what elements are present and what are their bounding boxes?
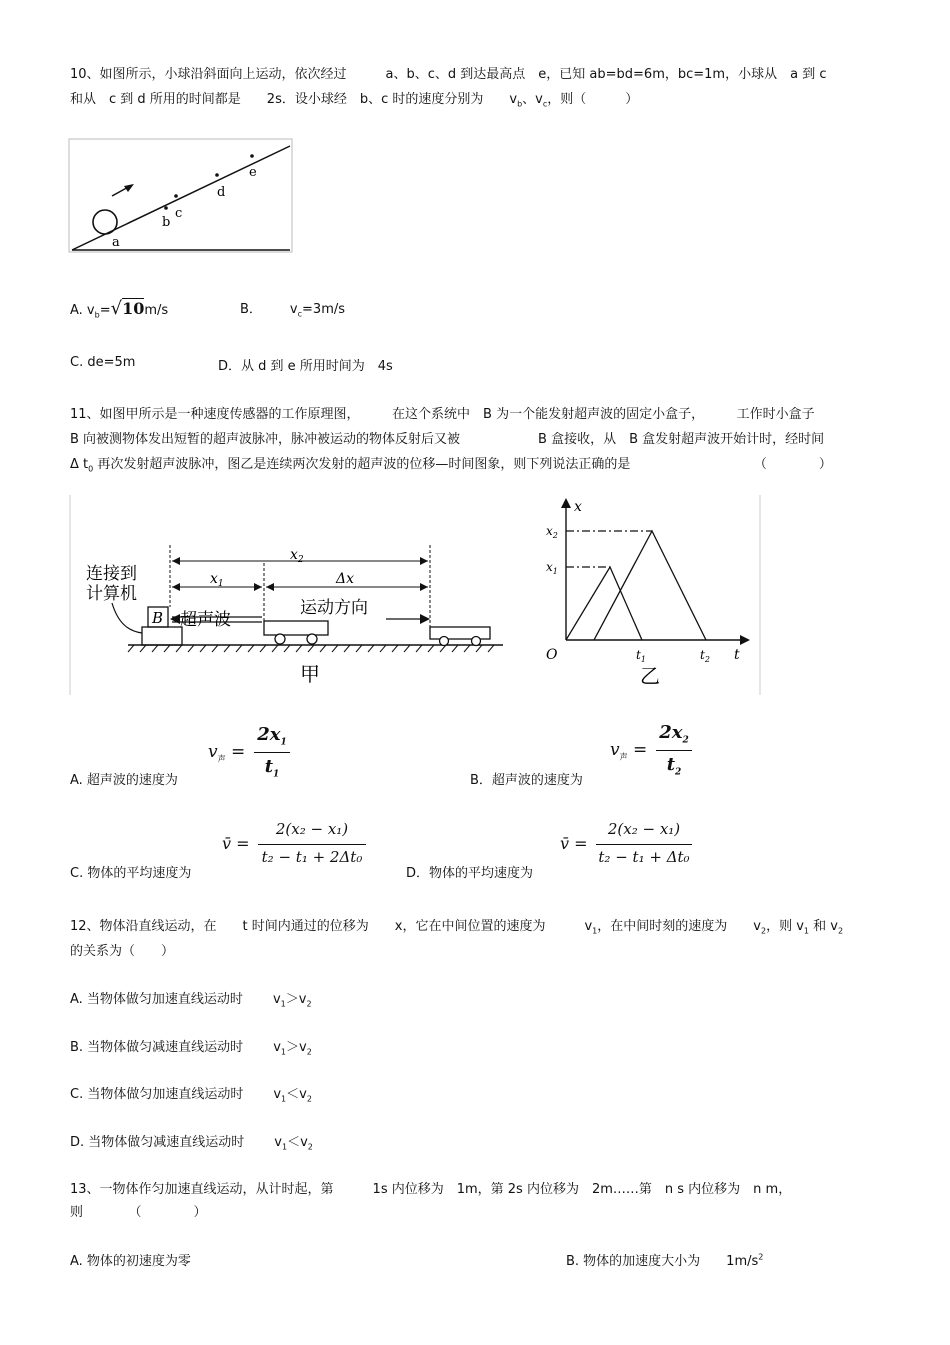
- optB-v: v: [610, 740, 620, 760]
- q10-option-d: D．从 d 到 e 所用时间为 4s: [218, 359, 393, 374]
- optA-num-sub: 1: [280, 737, 287, 748]
- q12-line2: 的关系为（ ）: [70, 944, 175, 959]
- q10-line2-text: 和从 c 到 d 所用的时间都是 2s．设小球经 b、c 时的速度分别为 v: [70, 92, 518, 107]
- q10-line2-tail: ，则（ ）: [547, 92, 639, 107]
- q11-optD-formula: v̄ = 2(x₂ − x₁) t₂ − t₁ + Δt₀: [560, 818, 700, 878]
- fig-jia-wave-label: 超声波: [180, 610, 231, 630]
- q10-optB-v: v: [289, 302, 298, 317]
- q11-line3-rest: 再次发射超声波脉冲，图乙是连续两次发射的超声波的位移—时间图象，则下列说法正确的是 （ ）: [93, 457, 832, 472]
- q11-figure-jia: [68, 495, 508, 695]
- q12-optC-label: C. 当物体做匀加速直线运动时: [70, 1087, 244, 1102]
- q11-line3: [70, 453, 832, 474]
- fig-yi-yaxis: x: [574, 499, 582, 515]
- q12-optC-v: v: [273, 1087, 282, 1102]
- q13-option-b: [566, 1250, 763, 1269]
- q12-optD-label: D. 当物体做匀减速直线运动时: [70, 1135, 245, 1150]
- optA-vsub: 声: [217, 754, 226, 764]
- fig-yi-t1: $t_1$: [636, 648, 646, 664]
- fig10-label-c: c: [175, 206, 183, 221]
- q12-sub3: 1: [803, 926, 809, 936]
- q11-option-b: B．超声波的速度为: [470, 773, 583, 788]
- q11-option-c: C. 物体的平均速度为: [70, 866, 192, 881]
- q10-optA-prefix: A. v: [70, 303, 95, 318]
- q10-option-a: [70, 298, 168, 320]
- q12-line1-mid: ，在中间时刻的速度为 v: [597, 919, 761, 934]
- q12-optA-label: A. 当物体做匀加速直线运动时: [70, 992, 243, 1007]
- q13-optB-text: B. 物体的加速度大小为 1m/s: [566, 1254, 759, 1269]
- q12-optC-s2: 2: [306, 1094, 312, 1104]
- optA-den-sub: 1: [273, 769, 280, 780]
- q12-optD-s1: 1: [281, 1142, 288, 1152]
- q11-line3-sub: 0: [88, 464, 94, 474]
- optB-den: t: [666, 754, 676, 775]
- q12-optA-s1: 1: [280, 999, 286, 1009]
- q12-sub2: 2: [760, 926, 767, 936]
- fig10-label-e: e: [249, 165, 257, 180]
- q10-sub-c: c: [542, 99, 548, 109]
- fig-yi-t2: $t_2$: [700, 648, 710, 664]
- q11-line1: 11、如图甲所示是一种速度传感器的工作原理图， 在这个系统中 B 为一个能发射超声波的固定小盒子， 工作时小盒子: [70, 407, 815, 422]
- q11-line2: B 向被测物体发出短暂的超声波脉冲，脉冲被运动的物体反射后又被 B 盒接收，从 B 盒发射超声波开始计时，经时间: [70, 432, 825, 447]
- q12-optB-label: B. 当物体做匀减速直线运动时: [70, 1040, 244, 1055]
- optB-vsub: 声: [619, 752, 628, 762]
- q10-optA-unit: m/s: [144, 303, 169, 318]
- q12-optD-v: v: [274, 1135, 282, 1150]
- sqrt-symbol: √: [110, 298, 123, 319]
- fig-jia-caption: 甲: [300, 662, 320, 686]
- q13-line1: 13、一物体作匀加速直线运动，从计时起，第 1s 内位移为 1m，第 2s 内位移为 2m……第 n s 内位移为 n m，: [70, 1182, 792, 1197]
- q12-optB-s1: 1: [280, 1047, 286, 1057]
- q10-option-b: [240, 298, 345, 319]
- q10-sub-b: b: [517, 99, 523, 109]
- q11-option-a: A. 超声波的速度为: [70, 773, 178, 788]
- optC-num: 2(x₂ − x₁): [275, 820, 349, 838]
- q10-optB-sub: c: [297, 309, 303, 319]
- q12-sub4: 2: [837, 926, 844, 936]
- q12-optA-s2: 2: [306, 999, 312, 1009]
- q12-optA-v: v: [272, 992, 281, 1007]
- q12-sub1: 1: [592, 926, 598, 936]
- q13-option-a: A. 物体的初速度为零: [70, 1254, 191, 1269]
- q10-optB-label: B．: [240, 302, 262, 317]
- q10-optA-sub: b: [94, 310, 100, 320]
- fig10-label-a: a: [112, 235, 120, 250]
- q12-optB-v: v: [273, 1040, 281, 1055]
- q12-optD-s2: 2: [307, 1142, 313, 1152]
- q12-optA-op: ＞v: [285, 992, 307, 1007]
- q10-line2: 和从 c 到 d 所用的时间都是 2s．设小球经 b、c 时的速度分别为 $v_b$、$v_c$，则（ ）: [70, 92, 639, 109]
- q11-optA-formula: $v_声$ = $2x_1$ $t_1$: [208, 722, 298, 782]
- q12-optC-s1: 1: [281, 1094, 287, 1104]
- q10-option-c: C. de=5m: [70, 355, 136, 370]
- q11-optB-formula: $v_声$ = $2x_2$ $t_2$: [610, 720, 700, 780]
- q10-incline-figure: [68, 138, 294, 254]
- optC-den: t₂ − t₁ + 2Δt₀: [261, 848, 363, 866]
- q12-optC-op: ＜v: [286, 1087, 307, 1102]
- fig10-label-b: b: [162, 215, 171, 230]
- q12-optD-op: ＜v: [287, 1135, 308, 1150]
- q12-line1-tail: ，则 v: [766, 919, 804, 934]
- fig-jia-dx: Δx: [336, 571, 355, 587]
- q10-optA-eq: =: [99, 303, 111, 318]
- optB-num-sub: 2: [682, 735, 689, 746]
- fig10-label-d: d: [217, 185, 226, 200]
- optD-num: 2(x₂ − x₁): [607, 820, 681, 838]
- optB-num: 2x: [659, 722, 683, 743]
- q10-line1: 10、如图所示，小球沿斜面向上运动，依次经过 a、b、c、d 到达最高点 e，已知 ab=bd=6m，bc=1m，小球从 a 到 c: [70, 67, 827, 82]
- q13-line2: 则 （ ）: [70, 1205, 207, 1220]
- q13-optB-sup: 2: [758, 1252, 764, 1262]
- q12-optB-s2: 2: [306, 1047, 312, 1057]
- q12-optB-op: ＞v: [285, 1040, 307, 1055]
- q12-line1-a: 12、物体沿直线运动，在 t 时间内通过的位移为 x，它在中间位置的速度为 v: [70, 919, 593, 934]
- fig-yi-xaxis: t: [734, 647, 740, 663]
- optA-v: v: [208, 742, 218, 762]
- fig-jia-connect-2: 计算机: [86, 584, 137, 604]
- fig-jia-direction-label: 运动方向: [300, 598, 368, 618]
- fig-jia-connect-1: 连接到: [86, 564, 137, 584]
- q12-line1: [70, 915, 843, 936]
- q11-figure-yi: [538, 495, 763, 695]
- optA-num: 2x: [257, 724, 281, 745]
- fig-yi-x2: $x_2$: [546, 524, 558, 540]
- q12-option-b: [70, 1036, 312, 1057]
- q10-optA-root: 10: [122, 299, 145, 318]
- q10-optB-eq: =3m/s: [302, 302, 346, 317]
- fig-jia-box-label: B: [152, 609, 164, 627]
- optD-den: t₂ − t₁ + Δt₀: [598, 848, 690, 866]
- q11-line3-dt: Δ t: [70, 457, 89, 472]
- q12-option-a: [70, 988, 312, 1009]
- q11-option-d: D．物体的平均速度为: [406, 866, 534, 881]
- q11-optC-formula: v̄ = 2(x₂ − x₁) t₂ − t₁ + 2Δt₀: [222, 818, 372, 878]
- q12-option-d: [70, 1131, 313, 1152]
- fig-jia-x1: $x_1$: [210, 571, 224, 589]
- fig-yi-x1: $x_1$: [546, 560, 558, 576]
- optB-den-sub: 2: [675, 767, 682, 778]
- fig-yi-caption: 乙: [640, 664, 660, 688]
- optA-den: t: [264, 756, 274, 777]
- fig-jia-x2: $x_2$: [290, 547, 304, 565]
- fig-yi-origin: O: [546, 647, 558, 663]
- q12-option-c: [70, 1083, 312, 1104]
- q12-line1-and: 和 v: [808, 919, 838, 934]
